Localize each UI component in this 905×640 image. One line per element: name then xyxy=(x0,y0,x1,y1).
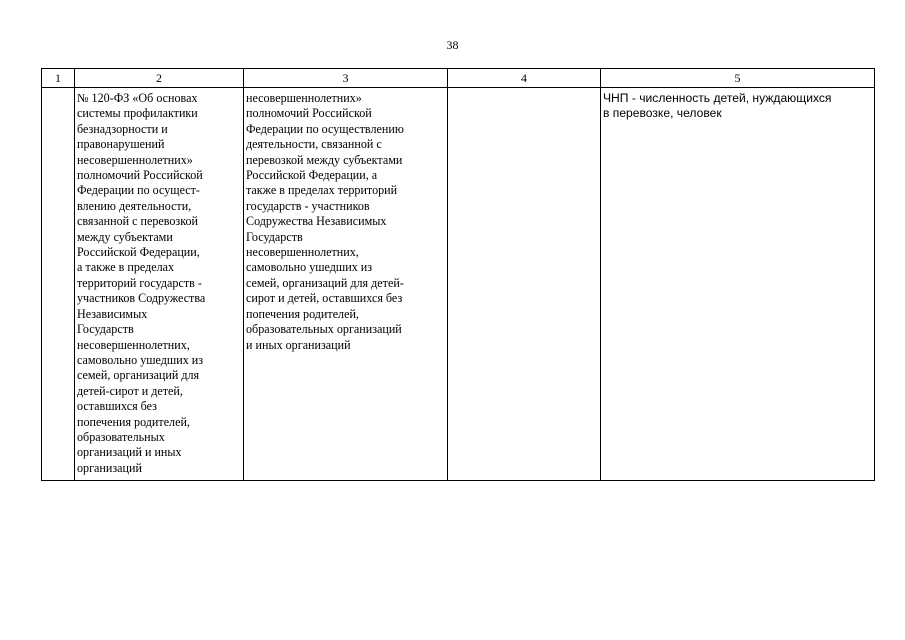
column-header-3: 3 xyxy=(244,69,448,88)
cell-col2 xyxy=(75,88,244,481)
cell-col5-text: ЧНП - численность детей, нуждающихся в перевозке, человек xyxy=(603,91,832,121)
cell-col4 xyxy=(448,88,601,481)
cell-col3-text: несовершеннолетних» полномочий Российской Федерации по осуществлению деятельности, связанной с перевозкой между субъектами Российской Федерации, а также в пределах территорий государств - участников Содружества Независимых Государств несовершеннолетних, самовольно ушедших из семей, организаций для детей- сирот и детей, оставшихся без попечения родителей, образовательных организаций и иных организаций xyxy=(246,91,404,352)
cell-col1 xyxy=(42,88,75,481)
column-header-2: 2 xyxy=(75,69,244,88)
column-header-1: 1 xyxy=(42,69,75,88)
page-number: 38 xyxy=(446,38,459,52)
column-header-5: 5 xyxy=(601,69,875,88)
cell-col2-text: № 120-ФЗ «Об основах системы профилактики безнадзорности и правонарушений несовершеннолетних» полномочий Российской Федерации по осущест- влению деятельности, связанной с перевозкой между субъектами Российской Федерации, а также в пределах территорий государств - участников Содружества Независимых Государств несовершеннолетних, самовольно ушедших из семей, организаций для детей-сирот и детей, оставшихся без попечения родителей, образовательных организаций и иных организаций xyxy=(77,91,206,475)
table-header-row xyxy=(42,69,875,88)
table-row xyxy=(42,88,875,481)
cell-col5 xyxy=(601,88,875,481)
cell-col3 xyxy=(244,88,448,481)
column-header-4: 4 xyxy=(448,69,601,88)
document-table xyxy=(41,68,875,481)
